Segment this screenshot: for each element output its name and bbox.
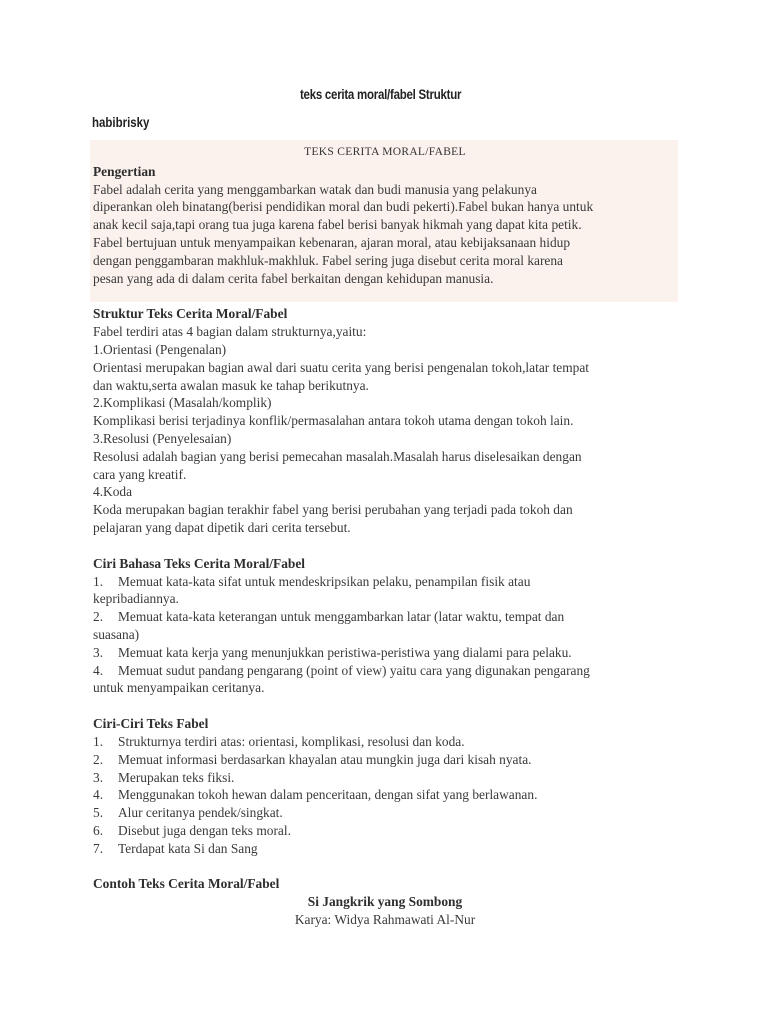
paragraph-line: Fabel terdiri atas 4 bagian dalam strukturnya,yaitu: xyxy=(93,324,367,340)
list-continuation: suasana) xyxy=(93,626,140,642)
section-heading-ciri-fabel: Ciri-Ciri Teks Fabel xyxy=(93,716,209,732)
list-item xyxy=(93,804,677,822)
list-item xyxy=(93,573,677,591)
list-number: 1. xyxy=(93,573,104,589)
list-item xyxy=(93,822,677,840)
story-title: Si Jangkrik yang Sombong xyxy=(307,894,463,910)
paragraph-line: dan waktu,serta awalan masuk ke tahap berikutnya. xyxy=(93,377,369,393)
list-item xyxy=(93,840,677,858)
list-text: Alur ceritanya pendek/singkat. xyxy=(118,805,283,821)
list-continuation: kepribadiannya. xyxy=(93,591,179,607)
paragraph-line: Resolusi adalah bagian yang berisi pemecahan masalah.Masalah harus diselesaikan dengan xyxy=(93,448,582,464)
list-number: 5. xyxy=(93,805,104,821)
paragraph-line: Fabel adalah cerita yang menggambarkan watak dan budi manusia yang pelakunya xyxy=(93,181,537,197)
section-heading-ciri-bahasa: Ciri Bahasa Teks Cerita Moral/Fabel xyxy=(93,555,306,571)
list-text: Terdapat kata Si dan Sang xyxy=(118,840,258,856)
list-text: Memuat kata-kata sifat untuk mendeskripsikan pelaku, penampilan fisik atau xyxy=(118,573,531,589)
list-text: Disebut juga dengan teks moral. xyxy=(118,822,291,838)
list-text: Strukturnya terdiri atas: orientasi, komplikasi, resolusi dan koda. xyxy=(118,733,465,749)
section-heading-struktur: Struktur Teks Cerita Moral/Fabel xyxy=(93,306,288,322)
paragraph-line: Fabel bertujuan untuk menyampaikan kebenaran, ajaran moral, atau kebijaksanaan hidup xyxy=(93,234,571,250)
section-heading-contoh: Contoh Teks Cerita Moral/Fabel xyxy=(93,876,280,892)
paragraph-line: Komplikasi berisi terjadinya konflik/permasalahan antara tokoh utama dengan tokoh lain. xyxy=(93,413,574,429)
list-number: 4. xyxy=(93,662,104,678)
list-text: Memuat kata-kata keterangan untuk menggambarkan latar (latar waktu, tempat dan xyxy=(118,609,565,625)
list-item xyxy=(93,662,677,680)
list-item xyxy=(93,733,677,751)
list-item xyxy=(93,608,677,626)
list-text: Menggunakan tokoh hewan dalam penceritaan, dengan sifat yang berlawanan. xyxy=(118,787,538,803)
list-text: Memuat kata kerja yang menunjukkan peristiwa-peristiwa yang dialami para pelaku. xyxy=(118,644,572,660)
list-number: 3. xyxy=(93,769,104,785)
paragraph-line: 1.Orientasi (Pengenalan) xyxy=(93,341,227,357)
paragraph-line: pelajaran yang dapat dipetik dari cerita tersebut. xyxy=(93,519,351,535)
document-author: habibrisky xyxy=(92,114,150,130)
paragraph-line: diperankan oleh binatang(berisi pendidikan moral dan budi pekerti).Fabel bukan hanya untuk xyxy=(93,199,594,215)
paragraph-line: 2.Komplikasi (Masalah/komplik) xyxy=(93,395,272,411)
paragraph-line: 4.Koda xyxy=(93,484,133,500)
list-item xyxy=(93,751,677,769)
document-title: teks cerita moral/fabel Struktur xyxy=(299,86,462,102)
paragraph-line: Orientasi merupakan bagian awal dari suatu cerita yang berisi pengenalan tokoh,latar tempat xyxy=(93,359,590,375)
paragraph-line: 3.Resolusi (Penyelesaian) xyxy=(93,430,232,446)
story-byline: Karya: Widya Rahmawati Al-Nur xyxy=(294,912,476,928)
list-item xyxy=(93,769,677,787)
list-number: 6. xyxy=(93,822,104,838)
list-text: Memuat informasi berdasarkan khayalan atau mungkin juga dari kisah nyata. xyxy=(118,751,532,767)
paragraph-line: pesan yang ada di dalam cerita fabel berkaitan dengan kehidupan manusia. xyxy=(93,270,494,286)
list-number: 7. xyxy=(93,840,104,856)
paragraph-line: anak kecil saja,tapi orang tua juga karena fabel berisi banyak hikmah yang dapat kita petik. xyxy=(93,217,582,233)
paragraph-line: Koda merupakan bagian terakhir fabel yang berisi perubahan yang terjadi pada tokoh dan xyxy=(93,502,573,518)
list-text: Memuat sudut pandang pengarang (point of view) yaitu cara yang digunakan pengarang xyxy=(118,662,590,678)
list-number: 3. xyxy=(93,644,104,660)
list-number: 2. xyxy=(93,609,104,625)
box-heading: TEKS CERITA MORAL/FABEL xyxy=(304,146,466,158)
paragraph-line: cara yang kreatif. xyxy=(93,466,187,482)
list-item xyxy=(93,644,677,662)
paragraph-line: dengan penggambaran makhluk-makhluk. Fabel sering juga disebut cerita moral karena xyxy=(93,252,563,268)
section-heading-pengertian: Pengertian xyxy=(93,163,156,179)
list-text: Merupakan teks fiksi. xyxy=(118,769,235,785)
list-item xyxy=(93,786,677,804)
list-number: 1. xyxy=(93,733,104,749)
list-number: 4. xyxy=(93,787,104,803)
list-continuation: untuk menyampaikan ceritanya. xyxy=(93,680,265,696)
document-body xyxy=(93,144,677,929)
list-number: 2. xyxy=(93,751,104,767)
